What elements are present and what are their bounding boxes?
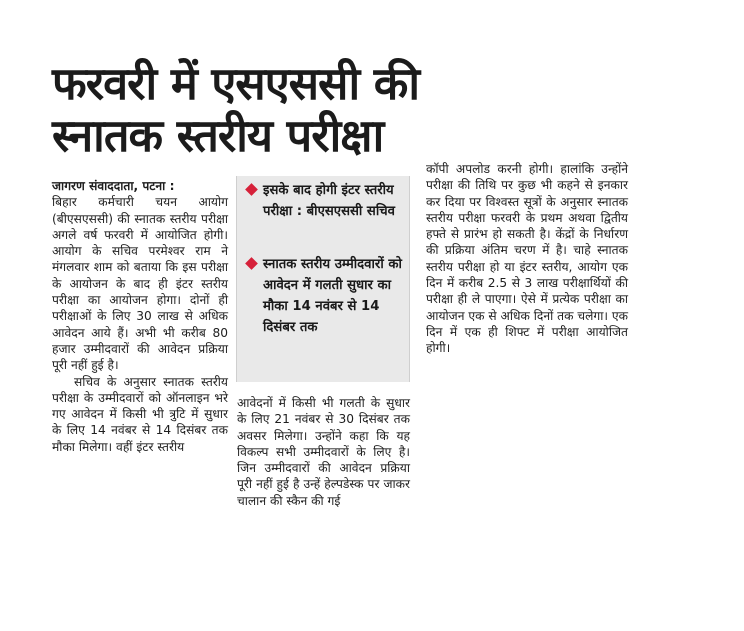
highlight-text: इसके बाद होगी इंटर स्तरीय परीक्षा : बीएसएससी सचिव bbox=[263, 183, 395, 219]
highlights-box bbox=[236, 176, 410, 382]
headline-line-1: फरवरी में एसएससी की bbox=[52, 57, 419, 110]
highlight-item bbox=[245, 180, 407, 222]
highlight-text: स्नातक स्तरीय उम्मीदवारों को आवेदन में गलती सुधार का मौका 14 नवंबर से 14 दिसंबर तक bbox=[263, 257, 402, 335]
article-column-3 bbox=[426, 161, 628, 357]
byline: जागरण संवाददाता, पटना : bbox=[52, 179, 175, 193]
highlight-item bbox=[245, 254, 407, 338]
red-diamond-bullet-icon bbox=[245, 183, 258, 196]
column-2-paragraph-1: आवेदनों में किसी भी गलती के सुधार के लिए 21 नवंबर से 30 दिसंबर तक अवसर मिलेगा। उन्होंने कहा कि यह विकल्प सभी उम्मीदवारों के लिए है। जिन उम्मीदवारों की आवेदन प्रक्रिया पूरी नहीं हुई है उन्हें हेल्पडेस्क पर जाकर चालान की स्कैन की गई bbox=[237, 396, 410, 508]
column-1-paragraph-1: बिहार कर्मचारी चयन आयोग (बीएसएससी) की स्नातक स्तरीय परीक्षा अगले वर्ष फरवरी में आयोजित होगी। आयोग के सचिव परमेश्वर राम ने मंगलवार शाम को बताया कि इस परीक्षा के आयोजन के बाद ही इंटर स्तरीय परीक्षा का आयोजन होगा। दोनों ही परीक्षाओं के लिए 30 लाख से अधिक आवेदन आये हैं। अभी भी करीब 80 हजार उम्मीदवारों की आवेदन प्रक्रिया पूरी नहीं हुई है। bbox=[52, 195, 228, 373]
headline-line-2: स्नातक स्तरीय परीक्षा bbox=[52, 109, 384, 162]
article-column-2 bbox=[237, 395, 410, 509]
column-1-paragraph-2: सचिव के अनुसार स्नातक स्तरीय परीक्षा के उम्मीदवारों को ऑनलाइन भरे गए आवेदन में किसी भी त्रुटि में सुधार के लिए 14 नवंबर से 14 दिसंबर तक मौका मिलेगा। वहीं इंटर स्तरीय bbox=[52, 374, 228, 454]
headline bbox=[52, 58, 472, 162]
column-3-paragraph-1: कॉपी अपलोड करनी होगी। हालांकि उन्होंने परीक्षा की तिथि पर कुछ भी कहने से इनकार कर दिया पर विश्वस्त सूत्रों के अनुसार स्नातक स्तरीय परीक्षा फरवरी के प्रथम अथवा द्वितीय हफ्ते से प्रारंभ हो सकती है। केंद्रों के निर्धारण की प्रक्रिया अंतिम चरण में है। चाहे स्नातक स्तरीय परीक्षा हो या इंटर स्तरीय, आयोग एक दिन में करीब 2.5 से 3 लाख परीक्षार्थियों की परीक्षा ही ले पाएगा। ऐसे में प्रत्येक परीक्षा का आयोजन एक से अधिक दिनों तक चलेगा। एक दिन में एक ही शिफ्ट में परीक्षा आयोजित होगी। bbox=[426, 162, 628, 356]
red-diamond-bullet-icon bbox=[245, 257, 258, 270]
article-column-1 bbox=[52, 178, 228, 455]
